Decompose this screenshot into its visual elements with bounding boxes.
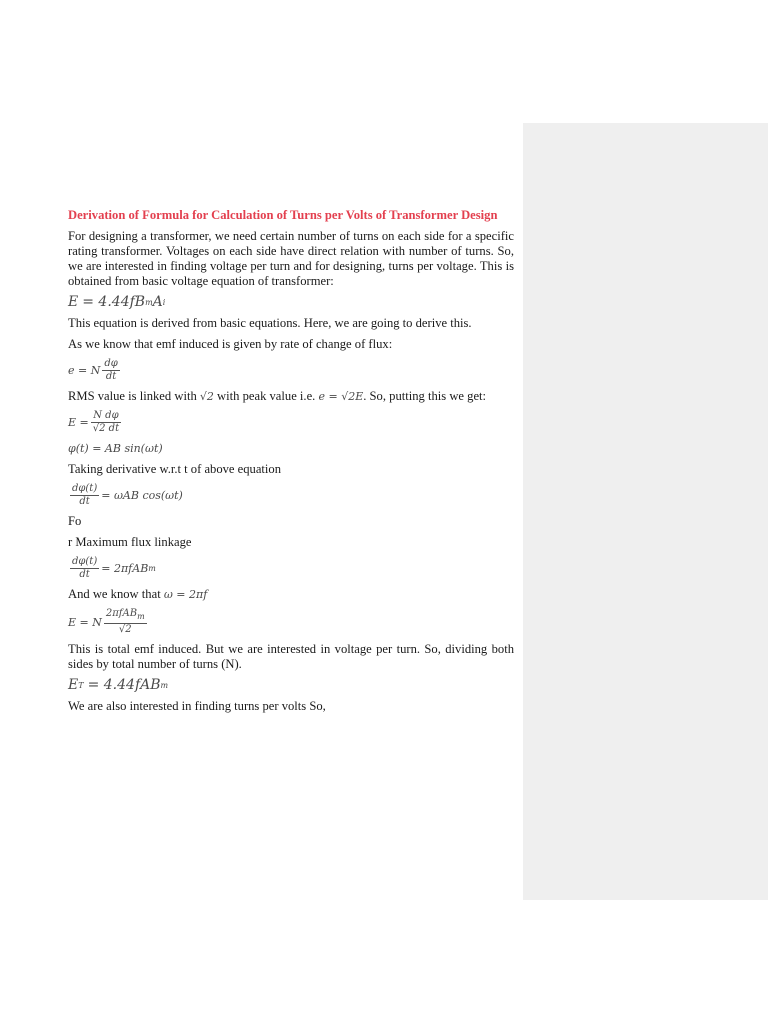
section-heading: Derivation of Formula for Calculation of Turns per Volts of Transformer Design bbox=[68, 208, 498, 222]
turns-per-volt-paragraph: We are also interested in finding turns per volts So, bbox=[68, 699, 326, 713]
document-body bbox=[68, 208, 514, 720]
total-emf-paragraph: This is total emf induced. But we are interested in voltage per turn. So, dividing both sides by total number of turns (N). bbox=[68, 642, 514, 671]
total-emf-equation: E = N $\frac{2\pi fAB_m}{√2}$ bbox=[68, 608, 145, 635]
flux-equation: φ(t) = AB sin(ωt) bbox=[68, 442, 163, 455]
intro-paragraph: For designing a transformer, we need certain number of turns on each side for a specific rating transformer. Voltages on each side have direct relation with number of turns. So, we are interested in finding voltage per turn and for designing, turns per voltage. This is obtained from basic voltage equation of transformer: bbox=[68, 229, 514, 288]
rms-equation: E = $\frac{\text{N dφ}}{√2 dt}$ bbox=[68, 410, 120, 434]
voltage-equation: E = 4.44fB m A i bbox=[68, 294, 166, 310]
comment-pane bbox=[523, 123, 768, 900]
fo-text: Fo bbox=[68, 514, 82, 528]
voltage-per-turn-equation: E T = 4.44fAB m bbox=[68, 677, 169, 693]
emf-equation: e = N $\frac{d\varphi}{dt}$ bbox=[68, 358, 118, 382]
derived-paragraph: This equation is derived from basic equations. Here, we are going to derive this. bbox=[68, 316, 472, 330]
derivative-paragraph: Taking derivative w.r.t t of above equation bbox=[68, 462, 282, 476]
rms-paragraph: RMS value is linked with √2 with peak value i.e. e = √2E. So, putting this we get: bbox=[68, 389, 487, 403]
omega-paragraph: And we know that ω = 2πf bbox=[68, 587, 208, 601]
derivative-equation: $\frac{d\varphi(t)}{dt}$ = ωAB cos(ωt) bbox=[72, 483, 183, 507]
max-flux-text: r Maximum flux linkage bbox=[68, 535, 192, 549]
max-flux-equation: $\frac{d\varphi(t)}{dt}$ = 2πfAB m bbox=[72, 556, 156, 580]
emf-paragraph: As we know that emf induced is given by rate of change of flux: bbox=[68, 337, 393, 351]
